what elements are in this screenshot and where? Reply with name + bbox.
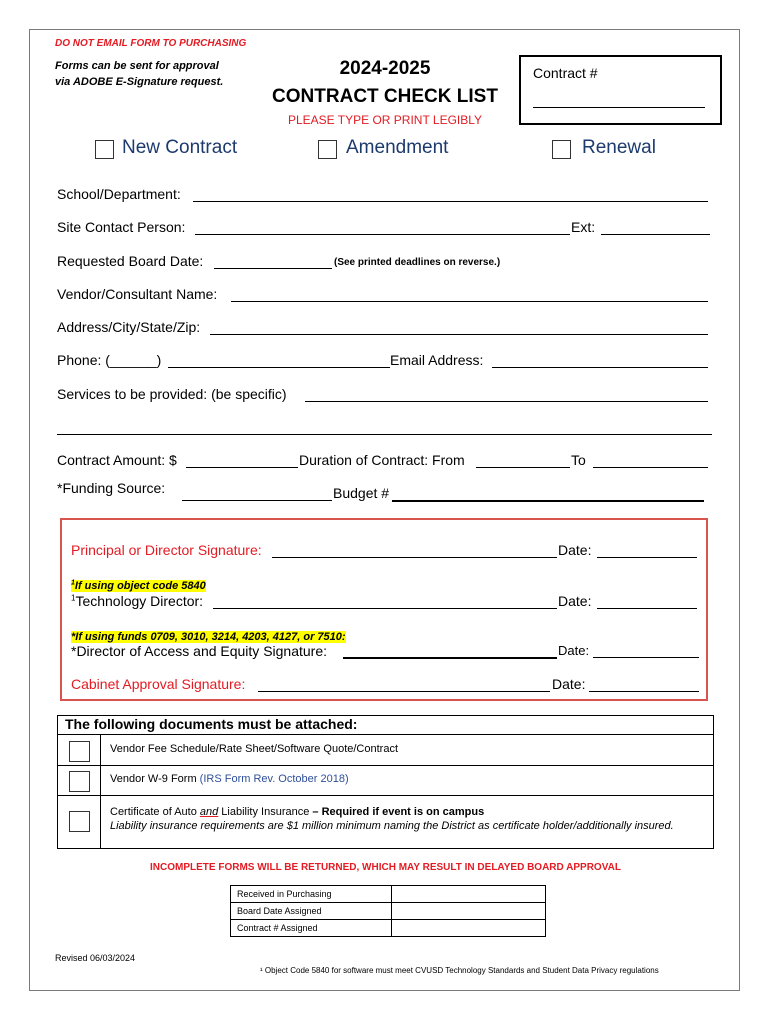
contract-number-line[interactable]: [533, 107, 705, 108]
do-not-email-notice: DO NOT EMAIL FORM TO PURCHASING: [55, 38, 247, 49]
budget-label: Budget #: [333, 485, 390, 501]
duration-label: Duration of Contract: From: [299, 452, 465, 468]
irs-form-link[interactable]: (IRS Form Rev. October 2018): [199, 773, 349, 785]
ext-line[interactable]: [601, 234, 710, 235]
page-title: CONTRACT CHECK LIST: [272, 86, 498, 107]
school-line[interactable]: [193, 201, 708, 202]
site-contact-label: Site Contact Person:: [57, 219, 186, 235]
funding-line[interactable]: [182, 500, 332, 501]
form-year: 2024-2025: [339, 58, 431, 79]
vendor-label: Vendor/Consultant Name:: [57, 286, 218, 302]
attachment-checkbox-insurance[interactable]: [69, 811, 90, 832]
services-line-2[interactable]: [57, 434, 712, 435]
principal-date-label: Date:: [558, 542, 592, 558]
duration-to-label: To: [571, 452, 586, 468]
equity-date-label: Date:: [558, 643, 590, 658]
funding-label: *Funding Source:: [57, 480, 166, 496]
site-contact-line[interactable]: [195, 234, 570, 235]
amount-label: Contract Amount: $: [57, 452, 177, 468]
email-line[interactable]: [492, 367, 708, 368]
attachment-fee-schedule-label: Vendor Fee Schedule/Rate Sheet/Software Quote/Contract: [110, 743, 399, 755]
services-line-1[interactable]: [305, 401, 708, 402]
amount-line[interactable]: [186, 467, 298, 468]
footnote: ¹ Object Code 5840 for software must meet CVUSD Technology Standards and Student Data Privacy regulations: [260, 966, 659, 975]
email-label: Email Address:: [390, 352, 484, 368]
equity-date-line[interactable]: [593, 657, 699, 658]
cabinet-signature-label: Cabinet Approval Signature:: [71, 676, 246, 692]
incomplete-forms-warning: INCOMPLETE FORMS WILL BE RETURNED, WHICH MAY RESULT IN DELAYED BOARD APPROVAL: [150, 862, 621, 873]
purchasing-board-date-value[interactable]: [392, 903, 546, 920]
purchasing-table: [230, 885, 546, 937]
forms-note-line-1: Forms can be sent for approval: [55, 60, 219, 72]
purchasing-contract-value[interactable]: [392, 920, 546, 937]
school-label: School/Department:: [57, 186, 181, 202]
principal-date-line[interactable]: [597, 557, 697, 558]
attachment-w9-label: Vendor W-9 Form (IRS Form Rev. October 2018): [110, 773, 349, 785]
purchasing-received-value[interactable]: [392, 886, 546, 903]
attachment-checkbox-w9[interactable]: [69, 771, 90, 792]
tech-director-line[interactable]: [213, 608, 557, 609]
cabinet-date-line[interactable]: [589, 691, 699, 692]
principal-signature-line[interactable]: [272, 557, 557, 558]
board-date-line[interactable]: [214, 268, 332, 269]
legibly-notice: PLEASE TYPE OR PRINT LEGIBLY: [287, 113, 483, 127]
amendment-label: Amendment: [346, 137, 449, 158]
amendment-checkbox[interactable]: [318, 140, 337, 159]
equity-signature-label: *Director of Access and Equity Signature:: [71, 643, 328, 659]
new-contract-checkbox[interactable]: [95, 140, 114, 159]
address-label: Address/City/State/Zip:: [57, 319, 201, 335]
purchasing-contract-label: Contract # Assigned: [231, 920, 392, 937]
divider: [58, 765, 713, 766]
divider: [58, 795, 713, 796]
forms-note-line-2: via ADOBE E-Signature request.: [55, 76, 224, 88]
purchasing-received-label: Received in Purchasing: [231, 886, 392, 903]
ext-label: Ext:: [571, 219, 596, 235]
attachment-insurance-label: Certificate of Auto and Liability Insurance – Required if event is on campus Liability insurance requirements are $1 million minimum naming the District as certificate holder/additionally insured.: [110, 806, 674, 832]
attachments-header: The following documents must be attached:: [65, 716, 358, 732]
equity-signature-line[interactable]: [343, 657, 557, 659]
duration-to-line[interactable]: [593, 467, 708, 468]
tech-date-line[interactable]: [597, 608, 697, 609]
purchasing-board-date-label: Board Date Assigned: [231, 903, 392, 920]
attachment-checkbox-fee-schedule[interactable]: [69, 741, 90, 762]
divider: [100, 734, 101, 848]
principal-signature-label: Principal or Director Signature:: [71, 542, 262, 558]
duration-from-line[interactable]: [476, 467, 570, 468]
renewal-checkbox[interactable]: [552, 140, 571, 159]
new-contract-label: New Contract: [122, 137, 238, 158]
board-date-note: (See printed deadlines on reverse.): [334, 257, 501, 268]
funds-note: *If using funds 0709, 3010, 3214, 4203, 4127, or 7510:: [71, 631, 346, 643]
board-date-label: Requested Board Date:: [57, 253, 204, 269]
tech-date-label: Date:: [558, 593, 592, 609]
tech-director-label: $^1$Technology Director:: [71, 593, 204, 609]
tech-note: $^1$If using object code 5840: [71, 579, 206, 592]
divider: [58, 734, 713, 735]
insurance-requirements-note: Liability insurance requirements are $1 million minimum naming the District as certificate holder/additionally insured.: [110, 820, 674, 832]
budget-line[interactable]: [392, 500, 704, 502]
contract-number-label: Contract #: [533, 65, 598, 81]
attachments-table: [57, 715, 714, 849]
services-label: Services to be provided: (be specific): [57, 386, 287, 402]
revised-date: Revised 06/03/2024: [55, 953, 136, 963]
contract-number-box: [519, 55, 722, 125]
cabinet-signature-line[interactable]: [258, 691, 550, 692]
cabinet-date-label: Date:: [552, 676, 586, 692]
renewal-label: Renewal: [582, 137, 656, 158]
phone-label: Phone: (______): [57, 352, 162, 368]
vendor-line[interactable]: [231, 301, 708, 302]
address-line[interactable]: [210, 334, 708, 335]
phone-line[interactable]: [168, 367, 390, 368]
